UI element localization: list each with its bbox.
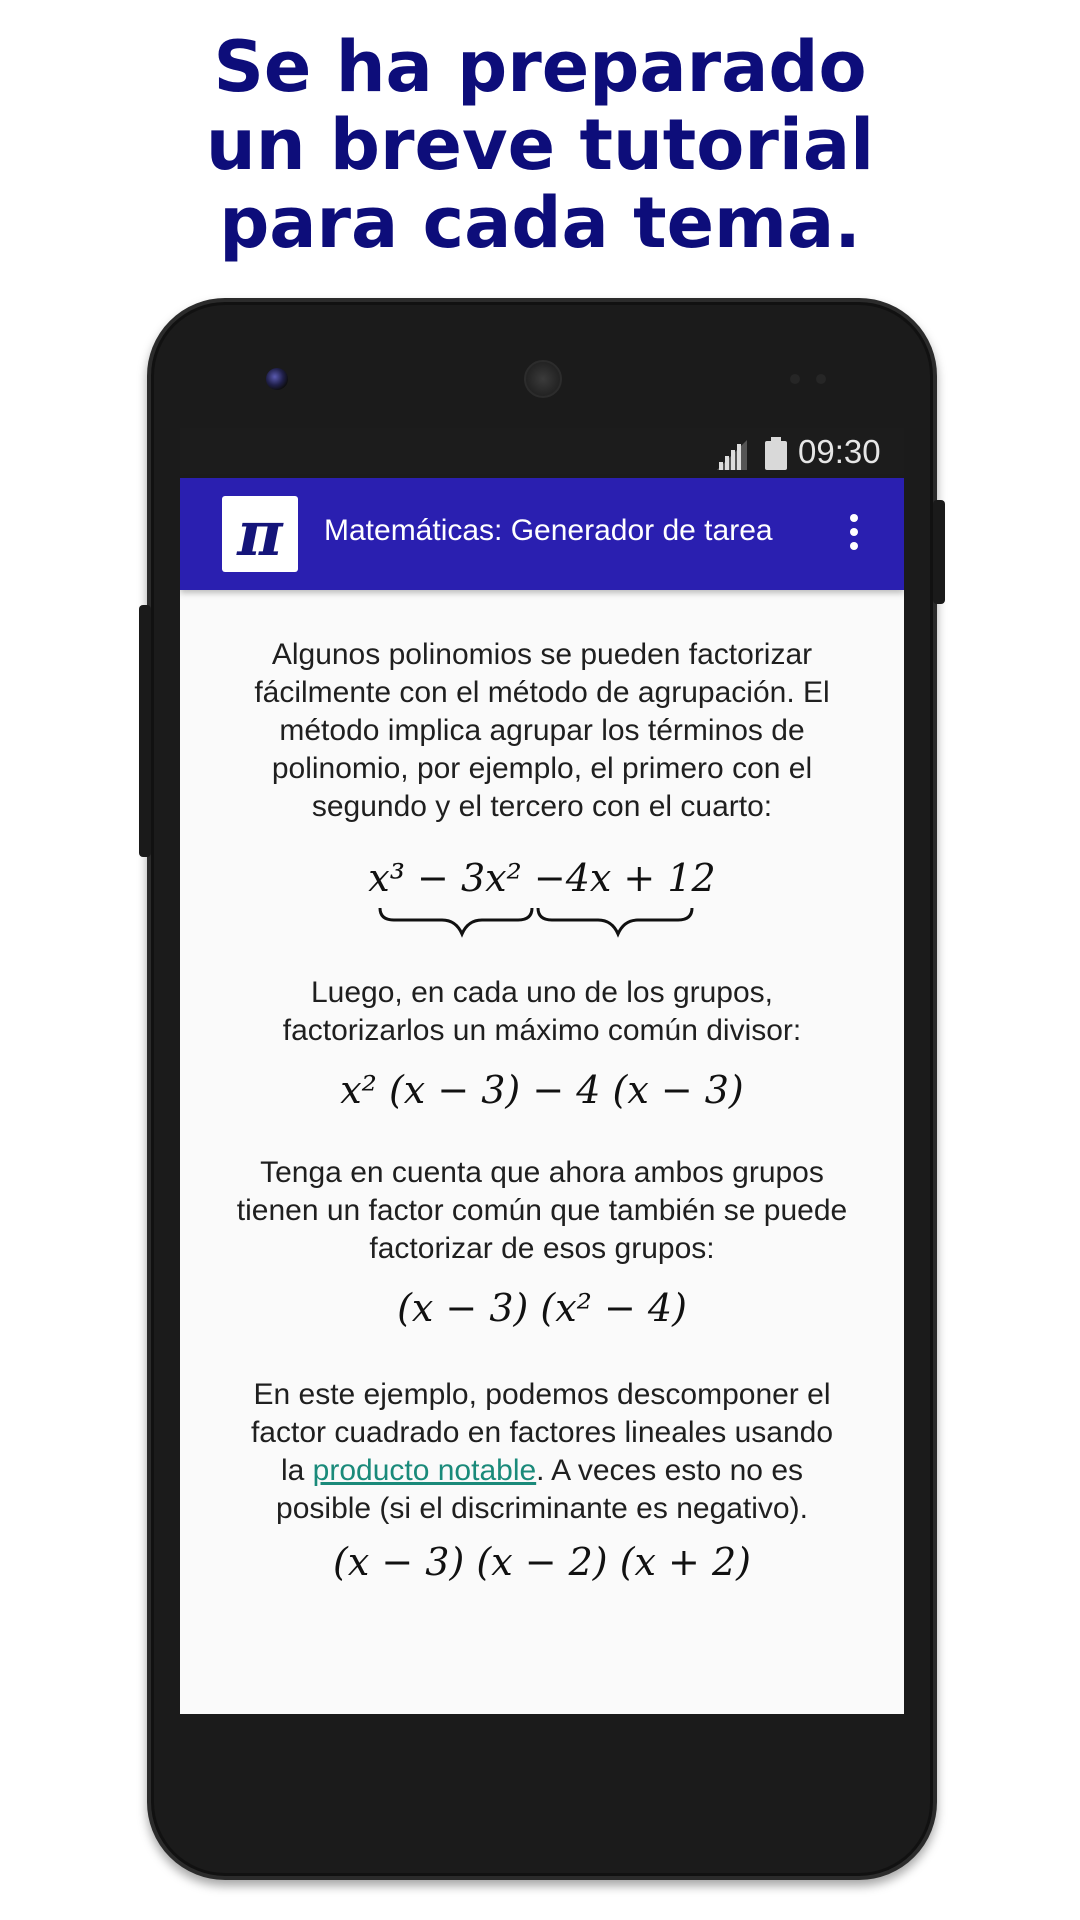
volume-button <box>139 605 151 857</box>
paragraph-2-line: Luego, en cada uno de los grupos, <box>310 976 774 1009</box>
equation-factored: (x − 3) (x² − 4) <box>397 1286 687 1330</box>
paragraph-1-line: método implica agrupar los términos de <box>279 714 805 747</box>
paragraph-1 <box>200 636 884 826</box>
phone-screen <box>180 428 904 1714</box>
status-time: 09:30 <box>798 433 881 470</box>
equation-common-factor: x² (x − 3) − 4 (x − 3) <box>340 1068 744 1112</box>
equation-grouping <box>180 856 904 900</box>
paragraph-1-line: segundo y el tercero con el cuarto: <box>311 790 773 823</box>
paragraph-3 <box>200 1154 884 1268</box>
producto-notable-link[interactable]: producto notable <box>312 1454 537 1487</box>
paragraph-4-line: En este ejemplo, podemos descomponer el <box>253 1378 831 1411</box>
proximity-sensor <box>790 374 800 384</box>
paragraph-2-line: factorizarlos un máximo común divisor: <box>282 1014 802 1047</box>
paragraph-1-line: fácilmente con el método de agrupación. El <box>254 676 830 709</box>
app-bar <box>180 478 904 590</box>
paragraph-3-line: factorizar de esos grupos: <box>369 1232 715 1265</box>
signal-icon <box>715 438 749 470</box>
headline-line-3: para cada tema. <box>219 182 861 264</box>
light-sensor <box>816 374 826 384</box>
front-camera <box>266 368 288 390</box>
status-bar <box>180 428 904 478</box>
paragraph-4-line-3 <box>200 1452 884 1490</box>
equation-group-2: −4x + 12 <box>533 856 716 900</box>
paragraph-3-line: Tenga en cuenta que ahora ambos grupos <box>260 1156 824 1189</box>
paragraph-4-text: . A veces esto no es <box>536 1454 804 1487</box>
tutorial-content <box>180 590 904 1714</box>
paragraph-3-line: tienen un factor común que también se puede <box>236 1194 848 1227</box>
paragraph-4-line: posible (si el discriminante es negativo). <box>276 1492 808 1525</box>
app-title: Matemáticas: Generador de tarea <box>324 514 773 547</box>
headline-line-1: Se ha preparado <box>213 26 867 108</box>
paragraph-4 <box>200 1376 884 1528</box>
underbrace-icon <box>180 906 904 940</box>
paragraph-4-text: la <box>280 1454 313 1487</box>
equation-linear-factors: (x − 3) (x − 2) (x + 2) <box>333 1540 751 1584</box>
more-vertical-icon[interactable] <box>846 514 862 554</box>
power-button <box>933 500 945 604</box>
equation-group-1: x³ − 3x² <box>368 856 522 900</box>
headline <box>0 28 1080 262</box>
earpiece-speaker <box>524 360 562 398</box>
battery-icon <box>765 437 787 470</box>
paragraph-1-line: polinomio, por ejemplo, el primero con el <box>271 752 813 785</box>
pi-logo-icon: π <box>222 496 298 572</box>
headline-line-2: un breve tutorial <box>205 104 875 186</box>
paragraph-1-line: Algunos polinomios se pueden factorizar <box>271 638 813 671</box>
paragraph-4-line: factor cuadrado en factores lineales usando <box>250 1416 834 1449</box>
paragraph-2 <box>200 974 884 1050</box>
